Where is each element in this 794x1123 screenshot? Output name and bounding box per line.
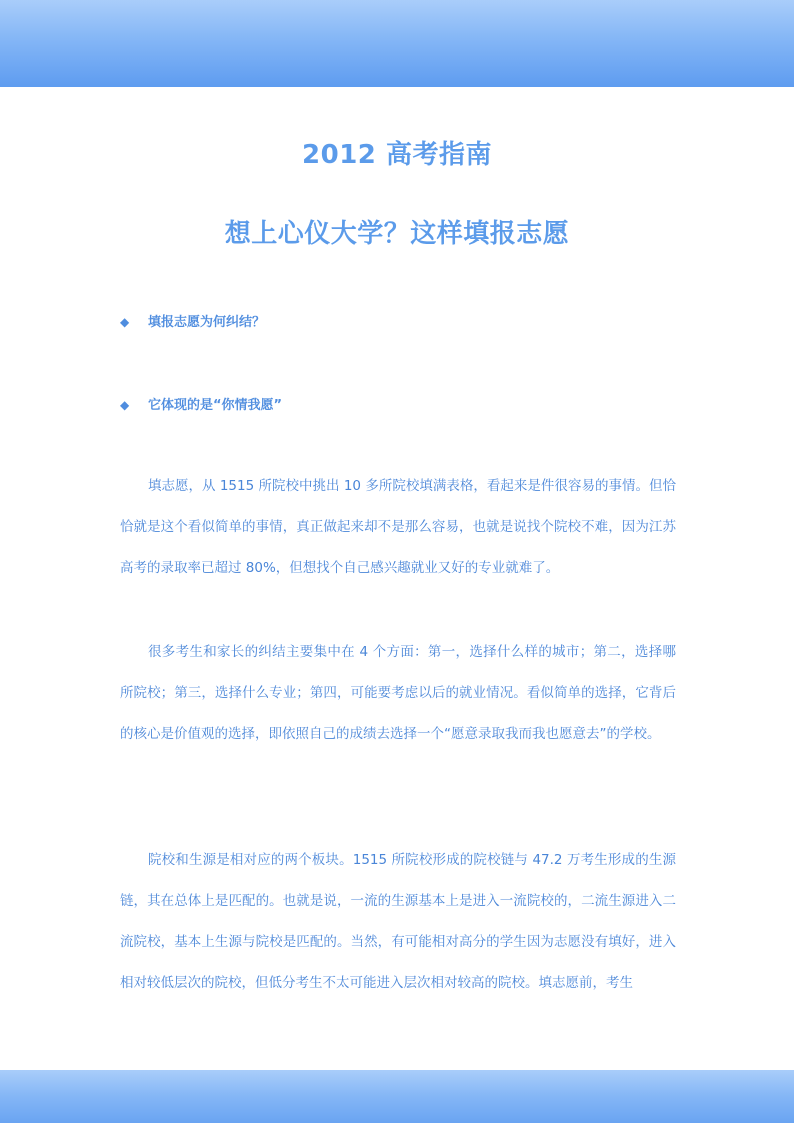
bullet-text: 它体现的是“你情我愿” xyxy=(148,398,283,413)
bullet-item xyxy=(120,394,282,413)
bullet-text: 填报志愿为何纠结？ xyxy=(148,315,266,330)
document-subtitle: 想上心仪大学？这样填报志愿 xyxy=(224,219,570,249)
bullet-item xyxy=(120,311,265,330)
footer-band xyxy=(0,1070,794,1123)
body-paragraph xyxy=(120,840,676,1004)
diamond-bullet-icon: ◆ xyxy=(120,315,130,329)
diamond-bullet-icon: ◆ xyxy=(120,398,130,412)
body-paragraph xyxy=(120,632,676,755)
paragraph-text: 院校和生源是相对应的两个板块。1515 所院校形成的院校链与 47.2 万考生形成的生源链，其在总体上是匹配的。也就是说，一流的生源基本上是进入一流院校的，二流生源进入二流院校，基本上生源与院校是匹配的。当然，有可能相对高分的学生因为志愿没有填好，进入相对较低层次的院校，但低分考生不太可能进入层次相对较高的院校。填志愿前，考生 xyxy=(120,852,676,991)
body-paragraph xyxy=(120,466,676,589)
paragraph-text: 很多考生和家长的纠结主要集中在 4 个方面：第一，选择什么样的城市；第二，选择哪所院校；第三，选择什么专业；第四，可能要考虑以后的就业情况。看似简单的选择，它背后的核心是价值观的选择，即依照自己的成绩去选择一个“愿意录取我而我也愿意去”的学校。 xyxy=(120,644,676,742)
header-band xyxy=(0,0,794,87)
document-title: 2012 高考指南 xyxy=(302,140,492,170)
paragraph-text: 填志愿，从 1515 所院校中挑出 10 多所院校填满表格，看起来是件很容易的事情。但恰恰就是这个看似简单的事情，真正做起来却不是那么容易，也就是说找个院校不难，因为江苏高考的录取率已超过 80%，但想找个自己感兴趣就业又好的专业就难了。 xyxy=(120,478,676,576)
